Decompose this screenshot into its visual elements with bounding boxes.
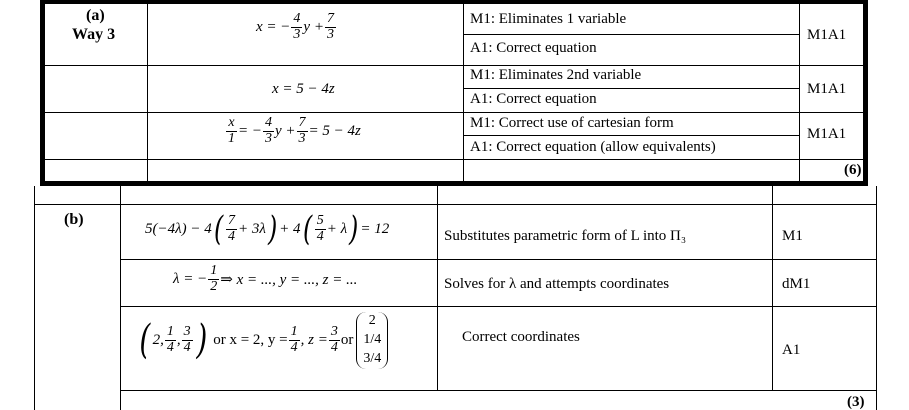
comment-row-1-m1: M1: Eliminates 1 variable [470,11,627,27]
mark-row-3: M1A1 [807,126,847,142]
mark-b-row-2: dM1 [782,276,811,292]
mark-b-row-3: A1 [782,342,801,358]
part-b-label: (b) [64,211,84,228]
comment-b-row-3: Correct coordinates [462,329,580,345]
part-b-total: (3) [847,394,865,410]
equation-row-2: x = 5 − 4z [272,81,335,97]
equation-row-1: x = − $\frac{4}{3}$ y + $\frac{7}{3}$ [256,11,334,42]
comment-row-1-a1: A1: Correct equation [470,40,597,56]
comment-row-3-a1: A1: Correct equation (allow equivalents) [470,139,716,155]
comment-row-3-m1: M1: Correct use of cartesian form [470,115,674,131]
part-a-method-label: Way 3 [72,26,116,43]
mark-b-row-1: M1 [782,228,803,244]
comment-b-row-2: Solves for λ and attempts coordinates [444,276,670,292]
equation-b-row-3: ( 2, $\frac{1}{4}$ , $\frac{3}{4}$ ) or x = 2, y = $\frac{1}{4}$ , z = $\frac{3}{4}$ or 2 1/4 3/4 [137,312,388,369]
part-a-total: (6) [844,162,862,178]
comment-b-row-1: Substitutes parametric form of L into Π₃ [444,228,687,244]
equation-b-row-2: λ = − $\frac{1}{2}$ ⇒ x = ..., y = ..., z = ... [173,263,358,294]
equation-b-row-1: 5(−4λ) − 4 ( $\frac{7}{4}$ + 3λ ) + 4 ( $\frac{5}{4}$ + λ ) = 12 [145,209,390,249]
equation-row-3: $\frac{x}{1}$ = − $\frac{4}{3}$ y + $\frac{7}{3}$ = 5 − 4z [228,115,361,146]
coordinate-vector: 2 1/4 3/4 [356,312,388,369]
comment-row-2-a1: A1: Correct equation [470,91,597,107]
mark-row-2: M1A1 [807,81,847,97]
comment-row-2-m1: M1: Eliminates 2nd variable [470,67,642,83]
part-a-label: (a) [86,7,105,24]
mark-row-1: M1A1 [807,27,847,43]
